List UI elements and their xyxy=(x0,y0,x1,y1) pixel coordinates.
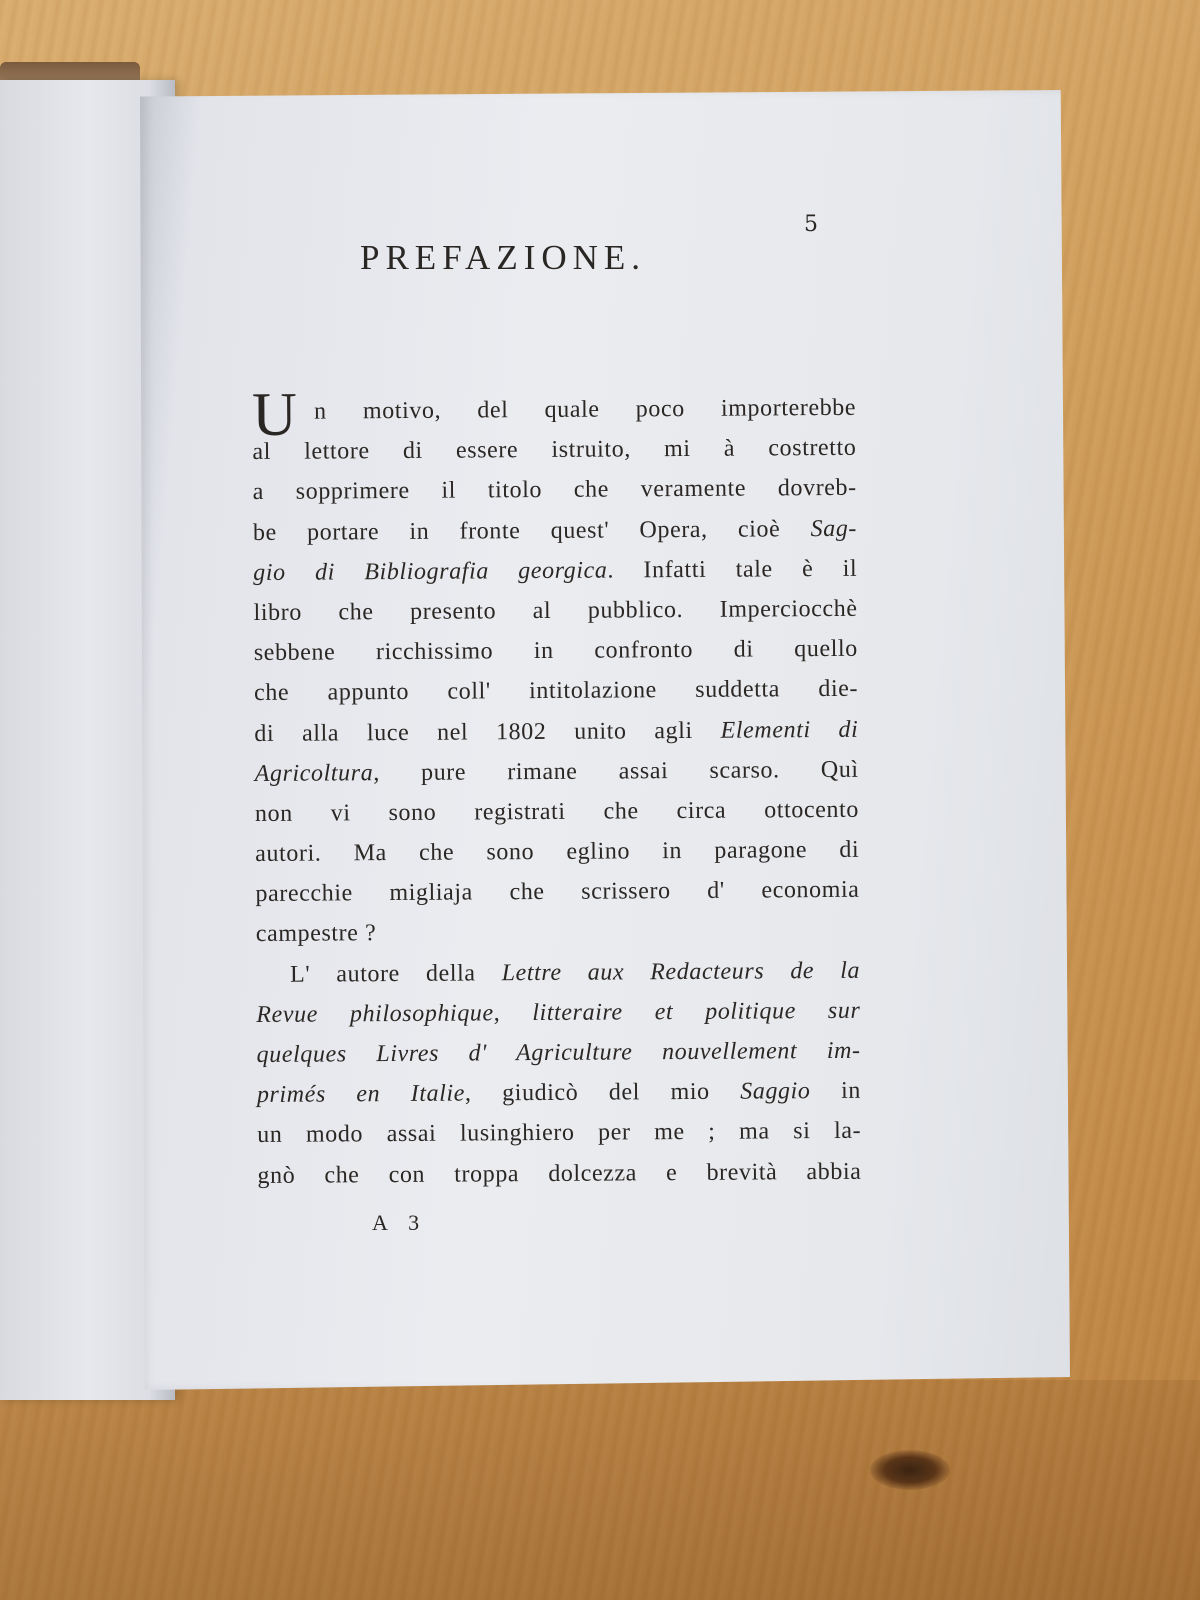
text-line: parecchie migliaja che scrissero d' economia xyxy=(255,877,860,908)
text-line: di alla luce nel 1802 unito agli Elementi di xyxy=(254,716,859,747)
text-line: al lettore di essere istruito, mi à costretto xyxy=(252,434,857,466)
text-line: autori. Ma che sono eglino in paragone di xyxy=(255,836,860,868)
text-line: n motivo, del quale poco importerebbe xyxy=(314,394,857,425)
text-line: be portare in fronte quest' Opera, cioè Sag- xyxy=(252,515,858,546)
wood-knot xyxy=(870,1450,950,1490)
paragraph-2 xyxy=(256,950,862,1195)
text-line: sebbene ricchissimo in confronto di quello xyxy=(253,635,858,667)
body-text xyxy=(251,380,862,1196)
text-line: campestre ? xyxy=(255,920,377,948)
text-line: primés en Italie, giudicò del mio Saggio in xyxy=(256,1077,861,1109)
table-surface-shadow xyxy=(0,1380,1200,1600)
drop-cap: U xyxy=(251,380,298,449)
text-line: gio di Bibliografia georgica. Infatti tale è il xyxy=(253,555,858,586)
text-line: quelques Livres d' Agriculture nouvellement im- xyxy=(256,1037,861,1068)
text-line: che appunto coll' intitolazione suddetta die- xyxy=(254,676,859,707)
text-line: gnò che con troppa dolcezza e brevità abbia xyxy=(257,1158,862,1189)
signature-mark: A 3 xyxy=(372,1210,428,1235)
page-heading: PREFAZIONE. xyxy=(360,238,647,277)
text-line: libro che presento al pubblico. Imperciocchè xyxy=(253,595,858,626)
paragraph-1 xyxy=(251,380,860,955)
text-line: a sopprimere il titolo che veramente dovreb- xyxy=(252,475,857,506)
page-number: 5 xyxy=(804,212,818,237)
text-line: Revue philosophique, litteraire et politique sur xyxy=(256,997,861,1028)
text-line: non vi sono registrati che circa ottocento xyxy=(254,796,860,827)
text-line: L' autore della Lettre aux Redacteurs de la xyxy=(289,957,861,988)
text-line: un modo assai lusinghiero per me ; ma si la- xyxy=(257,1118,862,1149)
text-line: Agricoltura, pure rimane assai scarso. Quì xyxy=(254,756,859,787)
